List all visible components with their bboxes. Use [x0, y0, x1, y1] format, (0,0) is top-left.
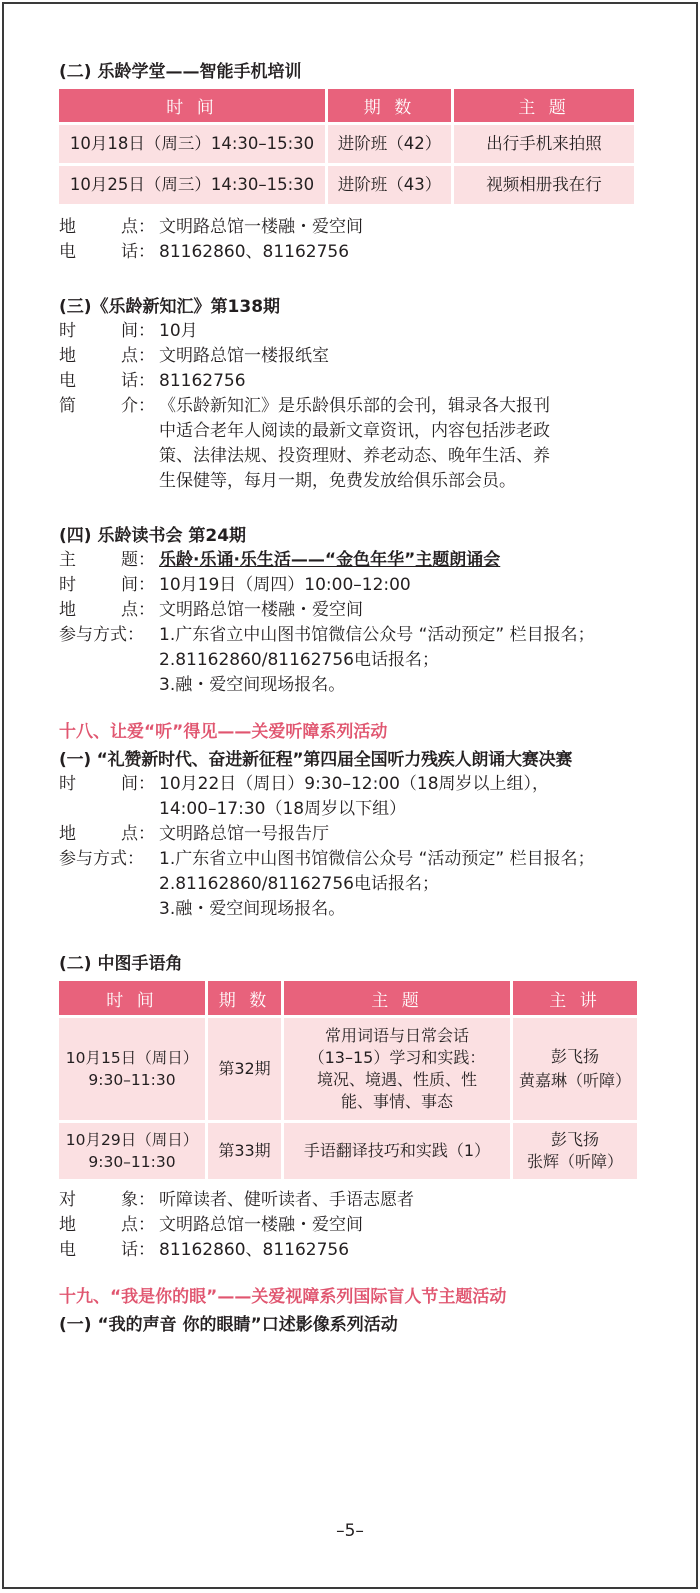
place-label-2: 点：	[121, 217, 155, 237]
section-title-hearing: 十八、让爱“听”得见——关爱听障系列活动	[59, 722, 388, 742]
phone-label: 电	[59, 1240, 76, 1260]
phone-value: 81162756	[159, 371, 246, 391]
cell-topic	[284, 1123, 510, 1179]
topic-value: 乐龄·乐诵·乐生活——“金色年华”主题朗诵会	[159, 550, 501, 570]
place-row	[59, 822, 649, 847]
subsection-title-recitation: (一) “礼赞新时代、奋进新征程”第四届全国听力残疾人朗诵大赛决赛	[59, 750, 573, 770]
sign-language-table	[56, 978, 640, 1182]
time-label-2: 间：	[121, 321, 155, 341]
participation-line: 3.融・爱空间现场报名。	[159, 899, 346, 919]
cell-topic: 视频相册我在行	[454, 166, 634, 204]
page-number: –5–	[336, 1521, 364, 1541]
place-row	[59, 215, 649, 240]
topic-line: 能、事情、事态	[340, 1092, 453, 1111]
place-value: 文明路总馆一楼报纸室	[159, 346, 329, 366]
header-speaker: 主 讲	[513, 981, 637, 1015]
target-row	[59, 1188, 649, 1213]
cell-issue: 进阶班（43）	[328, 166, 451, 204]
table-header-row	[59, 89, 634, 122]
phone-label-2: 话：	[121, 1240, 155, 1260]
time-label: 时	[59, 321, 76, 341]
target-label: 对	[59, 1190, 76, 1210]
place-value: 文明路总馆一楼融・爱空间	[159, 217, 363, 237]
place-value: 文明路总馆一号报告厅	[159, 824, 329, 844]
place-row	[59, 598, 649, 623]
place-label: 地	[59, 346, 76, 366]
header-topic: 主 题	[284, 981, 510, 1015]
phone-value: 81162860、81162756	[159, 242, 350, 262]
cell-time	[59, 1018, 205, 1120]
header-issue: 期 数	[208, 981, 281, 1015]
time-line: 10月22日（周日）9:30–12:00（18周岁以上组），	[159, 774, 550, 794]
time-row	[59, 772, 649, 822]
intro-value	[159, 394, 649, 494]
phone-value: 81162860、81162756	[159, 1240, 350, 1260]
place-value: 文明路总馆一楼融・爱空间	[159, 1215, 363, 1235]
place-value: 文明路总馆一楼融・爱空间	[159, 600, 363, 620]
subsection-title-audio-description: (一) “我的声音 你的眼睛”口述影像系列活动	[59, 1315, 398, 1335]
phone-label-2: 话：	[121, 242, 155, 262]
topic-line: （13–15）学习和实践：	[308, 1048, 486, 1067]
cell-time: 10月25日（周三）14:30–15:30	[59, 166, 325, 204]
intro-line: 策、法律法规、投资理财、养老动态、晚年生活、养	[159, 446, 550, 466]
speaker-line: 张辉（听障）	[526, 1152, 623, 1171]
intro-line: 生保健等，每月一期，免费发放给俱乐部会员。	[159, 471, 516, 491]
place-label-2: 点：	[121, 1215, 155, 1235]
topic-label-2: 题：	[121, 550, 155, 570]
page	[2, 2, 698, 1589]
content	[59, 60, 649, 1337]
place-label-2: 点：	[121, 346, 155, 366]
cell-hours: 9:30–11:30	[88, 1071, 176, 1089]
cell-issue: 进阶班（42）	[328, 125, 451, 163]
time-value: 10月19日（周四）10:00–12:00	[159, 575, 411, 595]
section-title-newsletter: (三)《乐龄新知汇》第138期	[59, 297, 281, 317]
table-header-row	[59, 981, 637, 1015]
intro-label: 简	[59, 396, 76, 416]
intro-line: 中适合老年人阅读的最新文章资讯，内容包括涉老政	[159, 421, 550, 441]
time-label-2: 间：	[121, 575, 155, 595]
time-label: 时	[59, 774, 76, 794]
cell-issue: 第32期	[208, 1018, 281, 1120]
subsection-title-sign-language: (二) 中图手语角	[59, 954, 183, 974]
cell-time	[59, 1123, 205, 1179]
topic-line: 境况、境遇、性质、性	[316, 1070, 477, 1089]
participation-line: 2.81162860/81162756电话报名；	[159, 650, 440, 670]
participation-line: 3.融・爱空间现场报名。	[159, 675, 346, 695]
topic-label: 主	[59, 550, 76, 570]
topic-row	[59, 548, 649, 573]
speaker-line: 彭飞扬	[550, 1047, 599, 1066]
time-label: 时	[59, 575, 76, 595]
cell-date: 10月29日（周日）	[65, 1131, 199, 1149]
place-label: 地	[59, 217, 76, 237]
target-label-2: 象：	[121, 1190, 155, 1210]
table-row	[59, 1123, 637, 1179]
table-row	[59, 125, 634, 163]
participation-line: 2.81162860/81162756电话报名；	[159, 874, 440, 894]
participation-line: 1.广东省立中山图书馆微信公众号 “活动预定” 栏目报名；	[159, 849, 595, 869]
phone-row	[59, 240, 649, 265]
speaker-line: 黄嘉琳（听障）	[518, 1071, 631, 1090]
cell-hours: 9:30–11:30	[88, 1153, 176, 1171]
header-time: 时 间	[59, 981, 205, 1015]
cell-topic: 出行手机来拍照	[454, 125, 634, 163]
topic-line: 手语翻译技巧和实践（1）	[303, 1141, 491, 1160]
participation-row	[59, 623, 649, 698]
table-row	[59, 166, 634, 204]
time-value	[159, 772, 649, 822]
time-row	[59, 319, 649, 344]
place-label-2: 点：	[121, 824, 155, 844]
intro-label-2: 介：	[121, 396, 155, 416]
header-time: 时 间	[59, 89, 325, 122]
time-row	[59, 573, 649, 598]
time-value: 10月	[159, 321, 198, 341]
phone-label: 电	[59, 371, 76, 391]
table-row	[59, 1018, 637, 1120]
place-label: 地	[59, 1215, 76, 1235]
section-title-vision: 十九、“我是你的眼”——关爱视障系列国际盲人节主题活动	[59, 1287, 507, 1307]
place-label: 地	[59, 600, 76, 620]
cell-issue: 第33期	[208, 1123, 281, 1179]
time-label-2: 间：	[121, 774, 155, 794]
place-row	[59, 344, 649, 369]
phone-row	[59, 369, 649, 394]
participation-row	[59, 847, 649, 922]
place-label-2: 点：	[121, 600, 155, 620]
intro-row	[59, 394, 649, 494]
cell-speaker	[513, 1018, 637, 1120]
target-value: 听障读者、健听读者、手语志愿者	[159, 1190, 414, 1210]
cell-speaker	[513, 1123, 637, 1179]
cell-time: 10月18日（周三）14:30–15:30	[59, 125, 325, 163]
smartphone-training-table	[56, 86, 637, 207]
participation-line: 1.广东省立中山图书馆微信公众号 “活动预定” 栏目报名；	[159, 625, 595, 645]
phone-label: 电	[59, 242, 76, 262]
cell-date: 10月15日（周日）	[65, 1049, 199, 1067]
participation-value	[159, 847, 649, 922]
place-row	[59, 1213, 649, 1238]
phone-label-2: 话：	[121, 371, 155, 391]
header-topic: 主 题	[454, 89, 634, 122]
intro-line: 《乐龄新知汇》是乐龄俱乐部的会刊，辑录各大报刊	[159, 396, 550, 416]
phone-row	[59, 1238, 649, 1263]
cell-topic	[284, 1018, 510, 1120]
section-title-smartphone-training: (二) 乐龄学堂——智能手机培训	[59, 62, 302, 82]
participation-label: 参与方式：	[59, 625, 144, 645]
header-issue: 期 数	[328, 89, 451, 122]
participation-value	[159, 623, 649, 698]
speaker-line: 彭飞扬	[550, 1130, 599, 1149]
participation-label: 参与方式：	[59, 849, 144, 869]
time-line: 14:00–17:30（18周岁以下组）	[159, 799, 407, 819]
section-title-reading-club: (四) 乐龄读书会 第24期	[59, 526, 247, 546]
place-label: 地	[59, 824, 76, 844]
topic-line: 常用词语与日常会话	[324, 1026, 469, 1045]
